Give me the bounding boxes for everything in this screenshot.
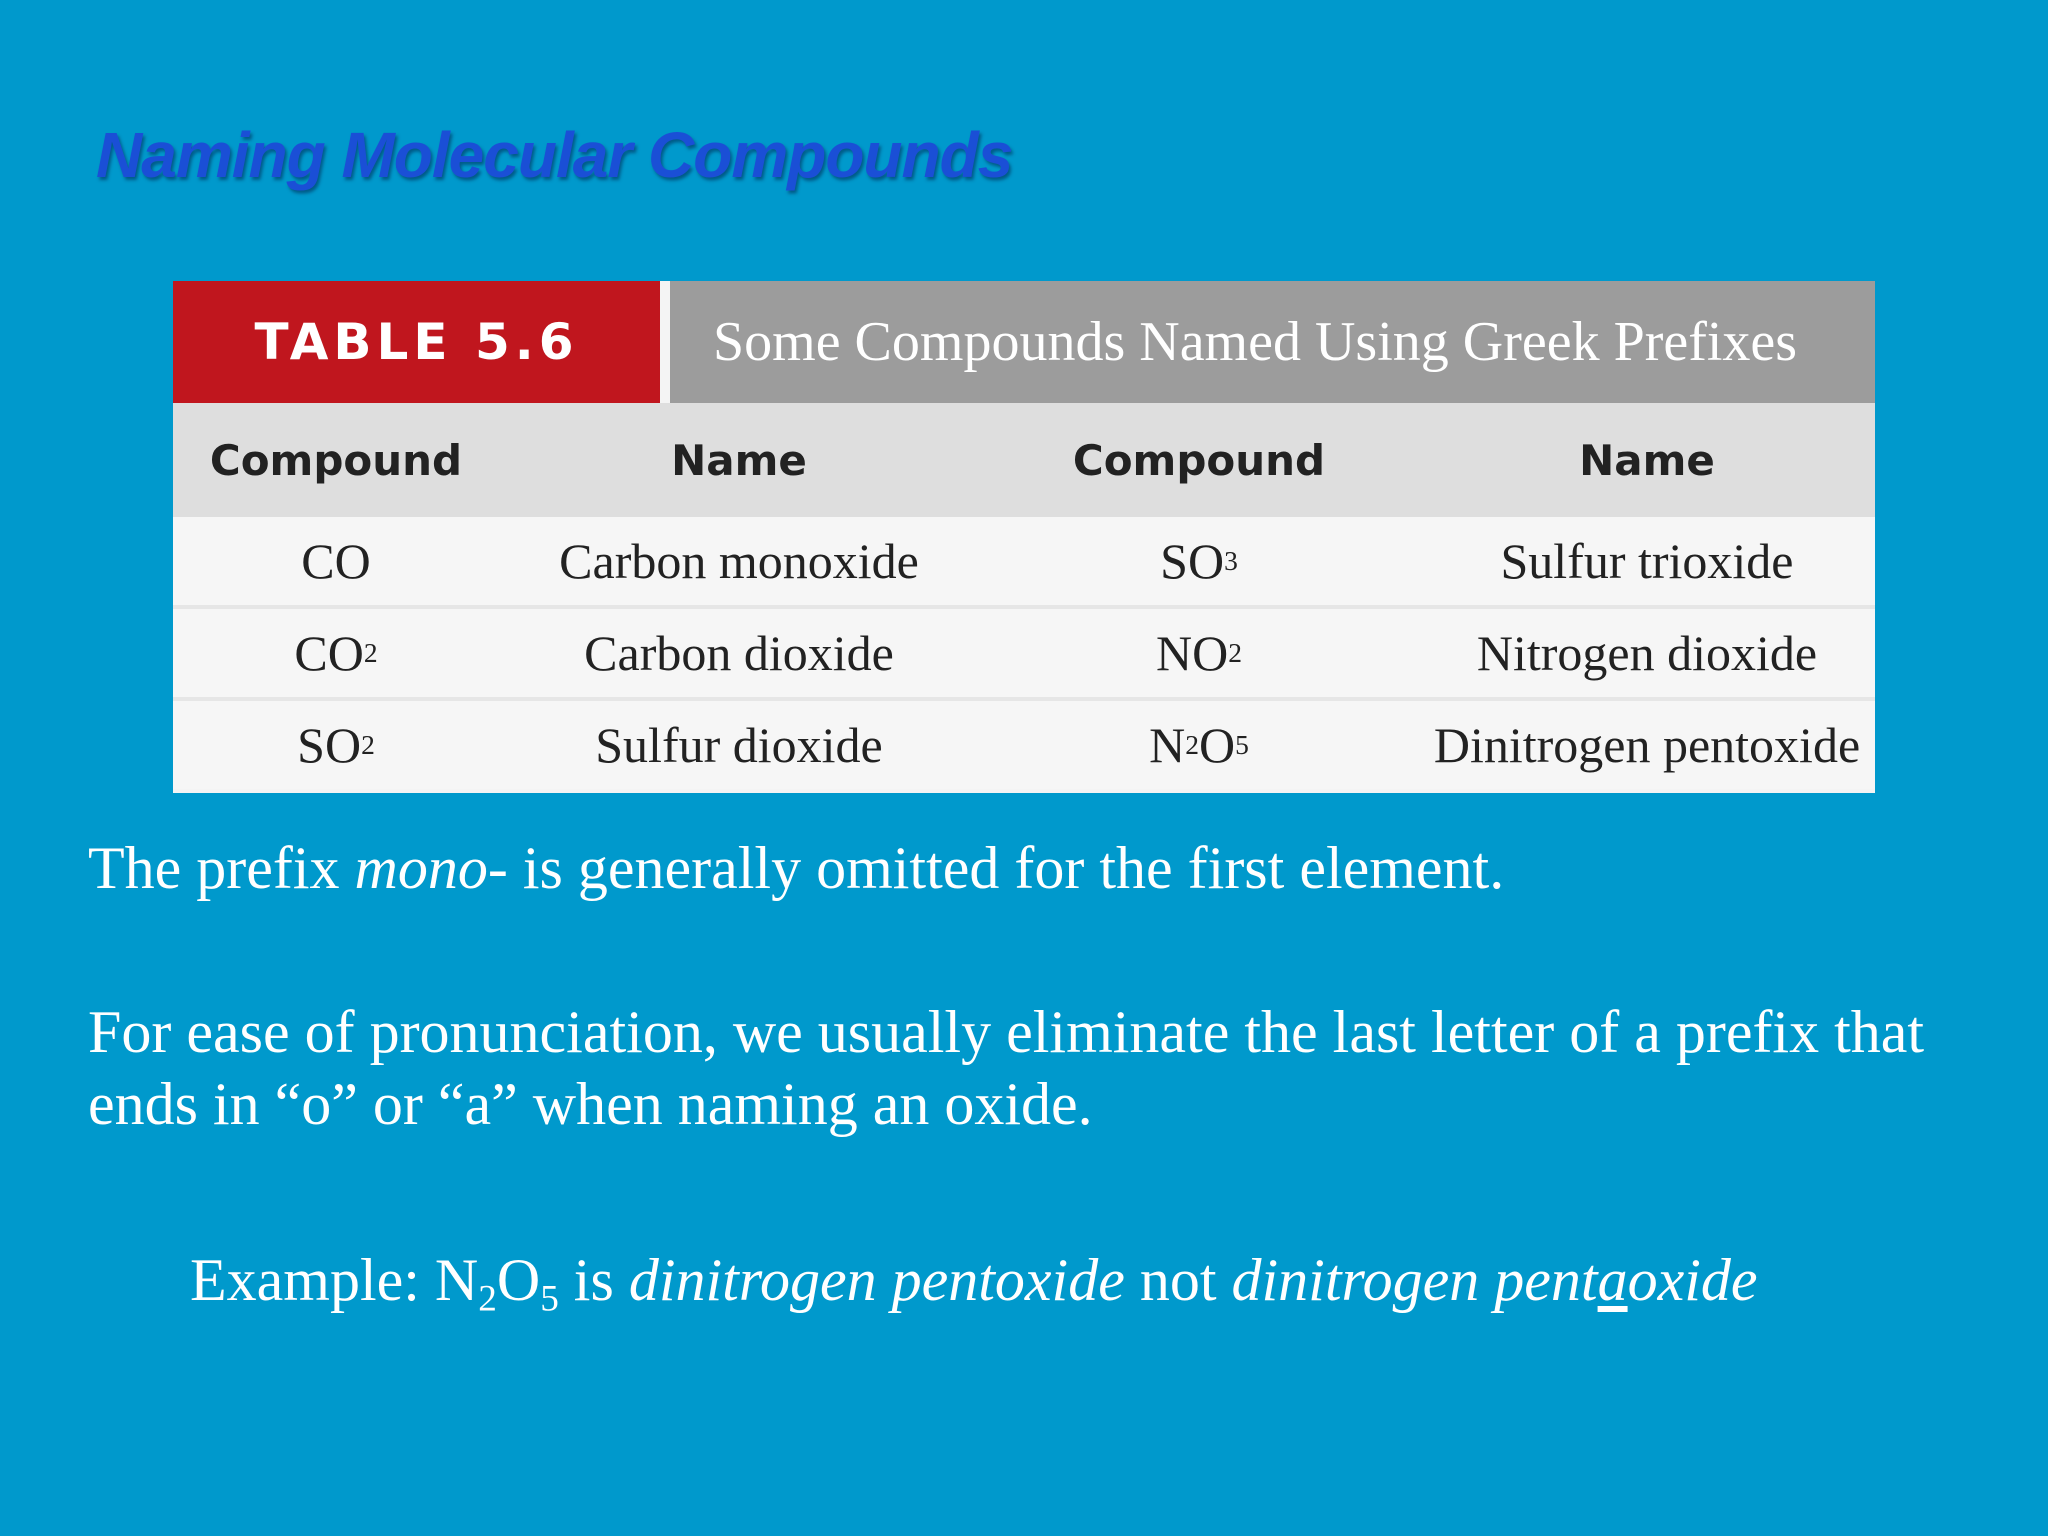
compound-formula: [173, 701, 499, 789]
compound-name: Dinitrogen pentoxide: [1433, 717, 1861, 773]
table-label: TABLE 5.6: [173, 281, 660, 403]
table-row: [173, 517, 1875, 605]
column-header-compound-2: Compound: [1072, 435, 1326, 485]
header-divider: [660, 281, 670, 403]
table-caption: Some Compounds Named Using Greek Prefixes: [713, 311, 1798, 373]
example-formula-subscript: 2: [478, 1278, 497, 1320]
column-header-name-2: Name: [1579, 435, 1715, 485]
compound-name: Nitrogen dioxide: [1476, 625, 1818, 681]
compound-formula: [979, 609, 1419, 697]
example-text-connector: not: [1124, 1247, 1232, 1313]
note-pronunciation: For ease of pronunciation, we usually eliminate the last letter of a prefix that ends in “o” or “a” when naming an oxide.: [88, 999, 1925, 1137]
example-lead: Example:: [190, 1247, 435, 1313]
column-header-name-1: Name: [671, 435, 807, 485]
slide-title: Naming Molecular Compounds: [96, 119, 1013, 191]
table-row: [173, 701, 1875, 789]
example-wrong-name-part: dinitrogen pent: [1231, 1247, 1598, 1313]
example-correct-name: dinitrogen pentoxide: [628, 1247, 1125, 1313]
compound-formula: [173, 517, 499, 605]
formula-text: NO: [1156, 625, 1229, 681]
formula-subscript: 3: [1224, 545, 1238, 576]
example-formula-subscript: 5: [540, 1278, 559, 1320]
formula-text: SO: [297, 717, 362, 773]
formula-text: CO: [294, 625, 364, 681]
example-formula: O: [496, 1247, 541, 1313]
formula-text: N: [1149, 717, 1186, 773]
formula-subscript: 2: [1228, 637, 1242, 668]
column-header-compound-1: Compound: [209, 435, 463, 485]
formula-subscript: 2: [1185, 729, 1199, 760]
note-text: The prefix: [88, 835, 355, 901]
compound-formula: [979, 701, 1419, 789]
compound-name: Carbon monoxide: [559, 533, 919, 589]
example-wrong-name-part: oxide: [1627, 1247, 1758, 1313]
note-mono-prefix: [88, 832, 1504, 904]
formula-text: CO: [301, 533, 371, 589]
compound-formula: [173, 609, 499, 697]
note-text: is generally omitted for the first element.: [507, 835, 1505, 901]
example-wrong-name: [1232, 1247, 1758, 1313]
compound-formula: [979, 517, 1419, 605]
example-wrong-letter: a: [1597, 1247, 1628, 1313]
compounds-table: [173, 281, 1875, 793]
formula-text: SO: [1160, 533, 1225, 589]
example-text-connector: is: [558, 1247, 629, 1313]
compound-name: Carbon dioxide: [584, 625, 894, 681]
table-row: [173, 609, 1875, 697]
formula-text: O: [1199, 717, 1236, 773]
compound-name: Sulfur dioxide: [595, 717, 883, 773]
formula-subscript: 5: [1235, 729, 1249, 760]
column-header-row: [173, 403, 1875, 517]
formula-subscript: 2: [363, 637, 378, 668]
compound-name: Sulfur trioxide: [1500, 533, 1794, 589]
note-italic-term: mono-: [354, 835, 508, 901]
table-header-bar: [173, 281, 1875, 403]
example-text: [190, 1244, 1790, 1322]
example-formula: N: [434, 1247, 479, 1313]
formula-subscript: 2: [361, 729, 375, 760]
